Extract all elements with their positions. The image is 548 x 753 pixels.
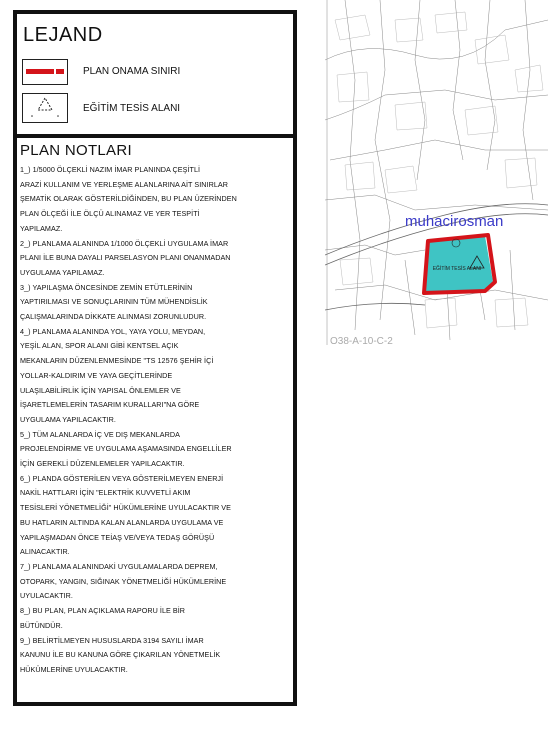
plan-notes-title: PLAN NOTLARI (20, 142, 132, 159)
legend-notes-panel (13, 10, 297, 706)
red-boundary-line-icon (26, 69, 64, 74)
plan-note-2: 2_) PLANLAMA ALANINDA 1/1000 ÖLÇEKLİ UYGULAMA İMAR PLANI İLE BUNA DAYALI PARSELASYON PLANI ONANMADAN UYGULAMA YAPILAMAZ. (20, 238, 231, 277)
plan-note-8: 8_) BU PLAN, PLAN AÇIKLAMA RAPORU İLE BİR BÜTÜNDÜR. (20, 606, 186, 630)
map-sheet-label: O38-A-10-C-2 (330, 336, 393, 347)
plan-note-1: 1_) 1/5000 ÖLÇEKLİ NAZIM İMAR PLANINDA ÇEŞİTLİ ARAZİ KULLANIM VE YERLEŞME ALANLARINA AİT SINIRLAR ŞEMATİK OLARAK GÖSTERİLDİĞİNDEN, BU PLAN ÜZERİNDEN PLAN ÖLÇEĞİ İLE ÖLÇÜ ALINAMAZ VE YER TESPİTİ YAPILAMAZ. (20, 165, 237, 233)
plan-note-5: 5_) TÜM ALANLARDA İÇ VE DIŞ MEKANLARDA PROJELENDİRME VE UYGULAMA AŞAMASINDA ENGELLİLER İÇİN GEREKLİ DÜZENLEMELER YAPILACAKTIR. (20, 429, 232, 469)
triangle-icon (23, 94, 67, 122)
legend-title: LEJAND (23, 24, 103, 46)
plan-note-3: 3_) YAPILAŞMA ÖNCESİNDE ZEMİN ETÜTLERİNİN YAPTIRILMASI VE SONUÇLARININ TÜM MÜHENDİSLİK ÇALIŞMALARINDA DİKKATE ALINMASI ZORUNLUDUR. (20, 282, 208, 322)
plan-note-6: 6_) PLANDA GÖSTERİLEN VEYA GÖSTERİLMEYEN ENERJİ NAKİL HATTLARI İÇİN "ELEKTRİK KUVVETLİ AKIM TESİSLERİ YÖNETMELİĞİ" HÜKÜMLERİNE UYULACAKTIR VE BU HATLARIN ALTINDA KALAN ALANLARDA UYGULAMA VE YAPILAŞMADAN ÖNCE TEİAŞ VE/VEYA TEDAŞ GÖRÜŞÜ ALINACAKTIR. (20, 473, 231, 557)
plan-note-4: 4_) PLANLAMA ALANINDA YOL, YAYA YOLU, MEYDAN, YEŞİL ALAN, SPOR ALANI GİBİ KENTSEL AÇIK MEKANLARIN DÜZENLENMESİNDE "TS 12576 ŞEHİR İÇİ YOLLAR-KALDIRIM VE YAYA GEÇİTLERİNDE ULAŞILABİLİRLİK İÇİN YAPISAL ÖNLEMLER VE İŞARETLEMELERİN TASARIM KURALLARI"NA GÖRE UYGULAMA YAPILACAKTIR. (20, 326, 214, 424)
cadastral-map (325, 0, 548, 350)
plan-notes-section (20, 142, 289, 678)
legend-section (17, 14, 293, 138)
boundary-line-symbol (22, 59, 68, 85)
education-area-symbol (22, 93, 68, 123)
plan-note-9: 9_) BELİRTİLMEYEN HUSUSLARDA 3194 SAYILI İMAR KANUNU İLE BU KANUNA GÖRE ÇIKARILAN YÖNETMELİK HÜKÜMLERİNE UYULACAKTIR. (20, 635, 221, 674)
plan-note-7: 7_) PLANLAMA ALANINDAKİ UYGULAMALARDA DEPREM, OTOPARK, YANGIN, SIĞINAK YÖNETMELİĞİ HÜKÜMLERİNE UYULACAKTIR. (20, 561, 227, 601)
education-facility-area (424, 235, 495, 293)
legend-label-boundary: PLAN ONAMA SINIRI (83, 66, 181, 77)
map-area-label: EĞİTİM TESİS ALANI (432, 266, 482, 272)
map-place-label: muhacirosman (405, 213, 504, 230)
legend-label-education: EĞİTİM TESİS ALANI (83, 103, 181, 114)
